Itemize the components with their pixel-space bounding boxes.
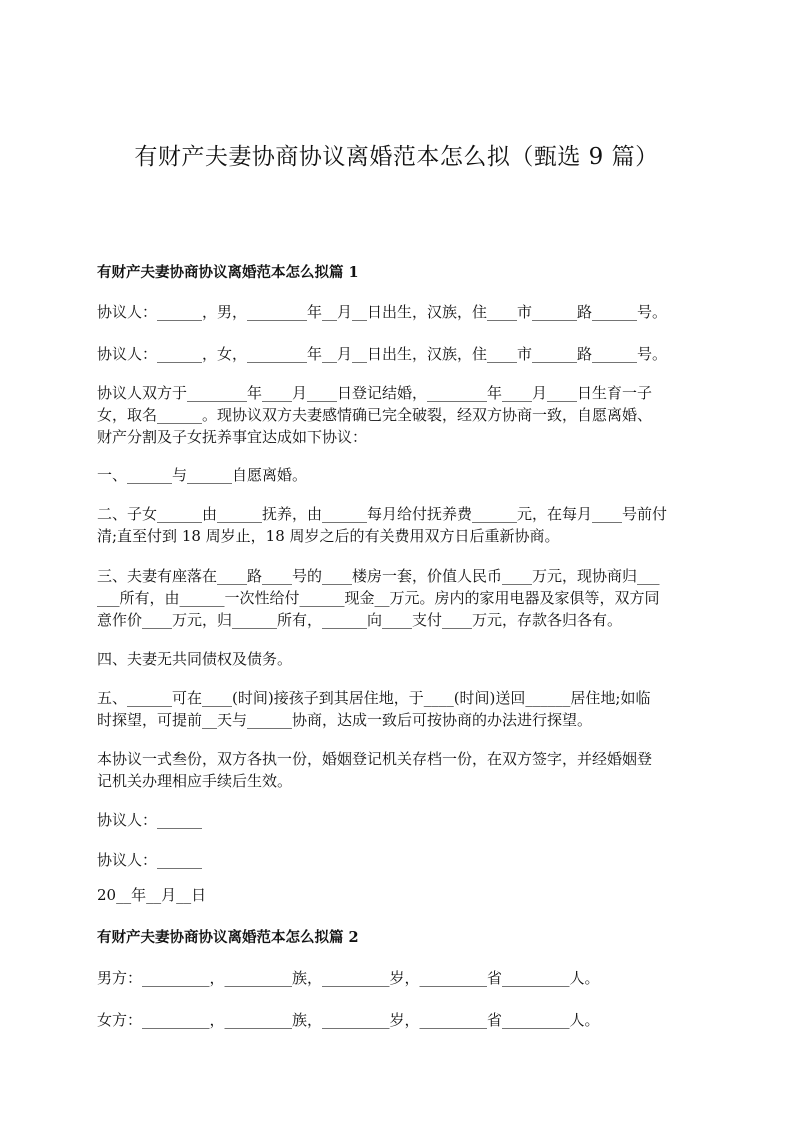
text-line: 三、夫妻有座落在____路____号的____楼房一套，价值人民币____万元，现协商归___ [97,567,660,585]
document-title: 有财产夫妻协商协议离婚范本怎么拟（甄选 9 篇） [134,144,659,170]
signature-line-1 [97,809,709,831]
text-line: 四、夫妻无共同债权及债务。 [97,650,293,668]
text-line: 时探望，可提前__天与______协商，达成一致后可按协商的办法进行探望。 [97,711,593,729]
section-heading-2: 有财产夫妻协商协议离婚范本怎么拟篇 2 [97,929,359,946]
text-line: 女，取名______。现协议双方夫妻感情确已完全破裂，经双方协商一致，自愿离婚、 [97,406,653,424]
text-line: 五、______可在____(时间)接孩子到其居住地，于____(时间)送回______居住地;如临 [97,689,651,707]
validity-paragraph [97,748,709,792]
text-line: 协议人：______，男，________年__月__日出生，汉族，住____市______路______号。 [97,303,668,321]
clause-5 [97,687,709,731]
party-line-male [97,301,709,323]
text-line: 记机关办理相应手续后生效。 [97,772,293,790]
party-line-woman [97,1009,709,1031]
clause-1 [97,464,709,486]
date-line [97,884,709,906]
signature-line-2 [97,849,709,871]
marriage-paragraph [97,382,709,448]
text-line: 意作价____万元，归______所有，______向____支付____万元，存款各归各有。 [97,611,623,629]
text-line: 20__年__月__日 [97,886,207,904]
text-line: 财产分割及子女抚养事宜达成如下协议： [97,428,368,446]
text-line: 协议人：______，女，________年__月__日出生，汉族，住____市______路______号。 [97,345,668,363]
section-heading-1: 有财产夫妻协商协议离婚范本怎么拟篇 1 [97,264,359,281]
text-line: 女方：_________，_________族，_________岁，_________省_________人。 [97,1011,600,1029]
party-line-man [97,967,709,989]
clause-3 [97,565,709,631]
text-line: ___所有，由______一次性给付______现金__万元。房内的家用电器及家俱等，双方同 [97,589,660,607]
text-line: 协议人：______ [97,811,203,829]
clause-2 [97,503,709,547]
text-line: 二、子女______由______抚养，由______每月给付抚养费______元，在每月____号前付 [97,505,668,523]
text-line: 本协议一式叁份，双方各执一份，婚姻登记机关存档一份，在双方签字，并经婚姻登 [97,750,653,768]
text-line: 协议人双方于________年____月____日登记结婚，________年____月____日生育一子 [97,384,653,402]
text-line: 协议人：______ [97,851,203,869]
text-line: 男方：_________，_________族，_________岁，_________省_________人。 [97,969,600,987]
party-line-female [97,343,709,365]
text-line: 一、______与______自愿离婚。 [97,466,308,484]
clause-4 [97,648,709,670]
text-line: 清;直至付到 18 周岁止，18 周岁之后的有关费用双方日后重新协商。 [97,527,560,545]
